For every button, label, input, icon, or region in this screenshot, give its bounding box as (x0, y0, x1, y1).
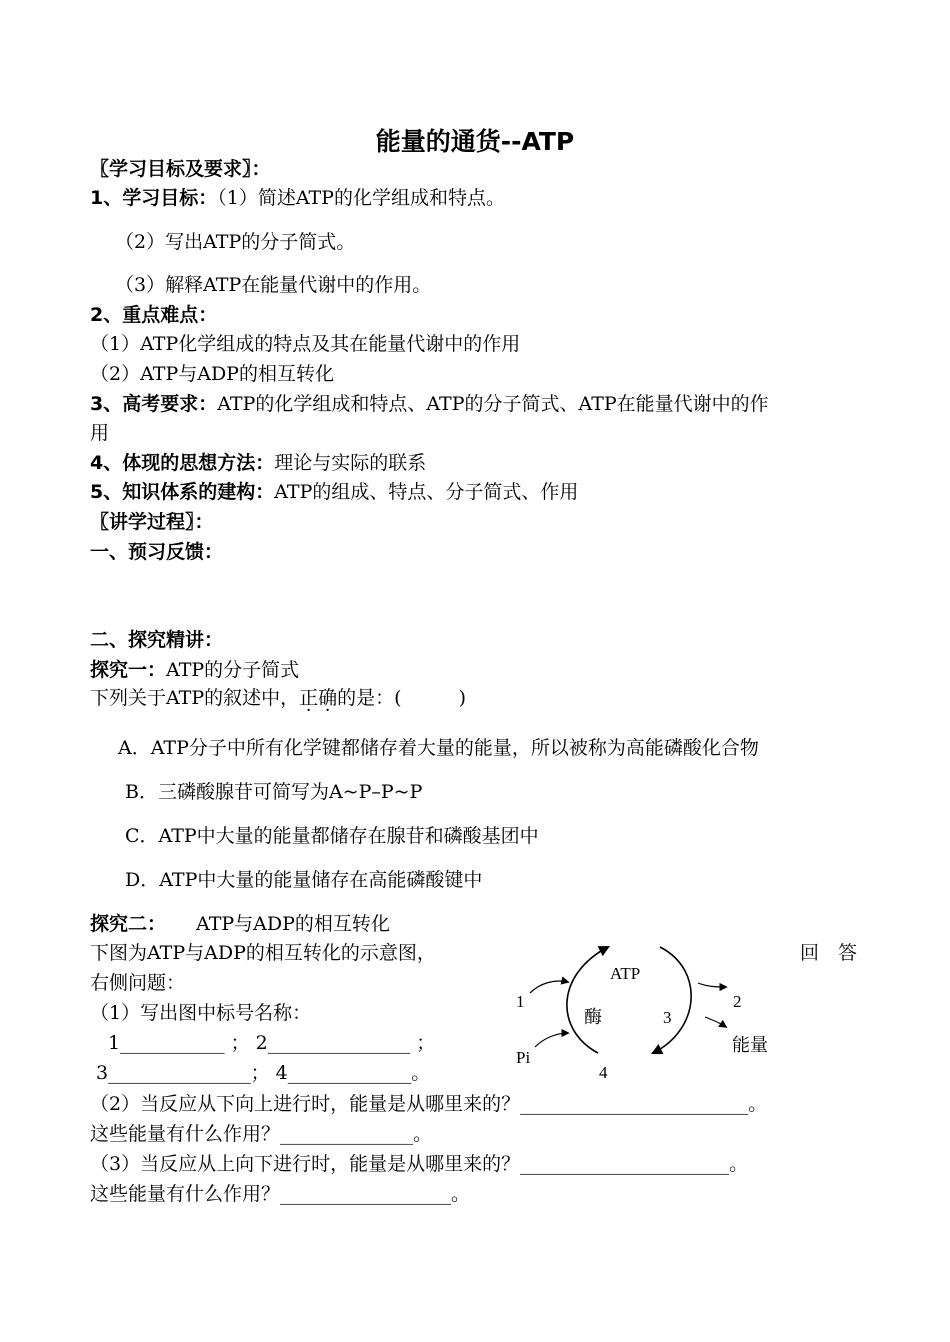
key-item1: （1）ATP化学组成的特点及其在能量代谢中的作用 (90, 333, 521, 355)
exam-text: ATP的化学组成和特点、ATP的分子简式、ATP在能量代谢中的作 (217, 393, 769, 415)
method-label: 4、体现的思想方法： (90, 452, 275, 474)
goal1-label: 1、学习目标： (90, 187, 218, 209)
q2-blank-row2: 3_______________； 4_____________。 (96, 1062, 431, 1084)
left-arc-arrow (567, 947, 608, 1053)
diagram-energy: 能量 (732, 1035, 768, 1055)
q2-sub2b: 这些能量有什么作用？______________。 (90, 1123, 433, 1145)
q2-line1: 下图为ATP与ADP的相互转化的示意图， (90, 942, 436, 964)
input-arrow-pi (535, 1033, 568, 1047)
diagram-label-3: 3 (663, 1008, 672, 1027)
option-a: A．ATP分子中所有化学键都储存着大量的能量，所以被称为高能磷酸化合物 (118, 737, 759, 759)
atp-adp-diagram (500, 935, 800, 1085)
q2-line2: 右侧问题： (90, 972, 186, 994)
diagram-label-2: 2 (733, 992, 742, 1011)
diagram-atp: ATP (610, 964, 641, 983)
q2-sub2: （2）当反应从下向上进行时，能量是从哪里来的？________________________。 (90, 1093, 768, 1115)
key-item2: （2）ATP与ADP的相互转化 (90, 363, 334, 385)
explore2-label: 探究二： (90, 913, 167, 935)
right-arc-arrow (653, 947, 691, 1053)
exam-row (90, 392, 769, 416)
exam-label: 3、高考要求： (90, 393, 218, 415)
q2-line1-right: 回 答 (800, 942, 858, 964)
process-header: 〖讲学过程〗： (90, 511, 214, 533)
method-text: 理论与实际的联系 (274, 452, 427, 474)
q2-blank-row1: 1___________ ； 2_______________ ； (108, 1032, 436, 1054)
q2-sub1: （1）写出图中标号名称： (90, 1002, 312, 1024)
goal1-item1: （1）简述ATP的化学组成和特点。 (217, 187, 505, 209)
output-arrow-energy (705, 1017, 726, 1027)
option-c: C．ATP中大量的能量都储存在腺苷和磷酸基团中 (125, 825, 539, 847)
goal1-item3: （3）解释ATP在能量代谢中的作用。 (115, 274, 432, 296)
input-arrow-1 (530, 981, 568, 993)
explore2-row (90, 912, 390, 936)
diagram-pi: Pi (516, 1048, 531, 1067)
goals-header: 〖学习目标及要求〗： (90, 158, 271, 180)
diagram-label-1: 1 (516, 992, 525, 1011)
system-label: 5、知识体系的建构： (90, 481, 275, 503)
option-d: D．ATP中大量的能量储存在高能磷酸键中 (125, 869, 483, 891)
system-text: ATP的组成、特点、分子简式、作用 (274, 481, 579, 503)
q1-post: 的是：( ) (337, 687, 466, 709)
question1 (90, 686, 466, 710)
system-row (90, 480, 578, 504)
q1-emph-2: 确 (318, 687, 338, 709)
q1-pre: 下列关于ATP的叙述中， (90, 687, 300, 709)
page-title: 能量的通货--ATP (375, 127, 575, 156)
key-label: 2、重点难点： (90, 304, 218, 326)
goal1-row (90, 186, 505, 210)
preview-header: 一、预习反馈： (90, 541, 224, 563)
diagram-enzyme: 酶 (584, 1007, 602, 1027)
explore-header: 二、探究精讲： (90, 629, 224, 651)
exam-text-cont: 用 (90, 422, 110, 444)
output-arrow-2 (698, 983, 726, 987)
explore2-title: ATP与ADP的相互转化 (196, 913, 390, 935)
explore1-row (90, 658, 299, 682)
q2-sub3: （3）当反应从上向下进行时，能量是从哪里来的？______________________。 (90, 1153, 749, 1175)
explore1-title: ATP的分子简式 (166, 659, 300, 681)
diagram-label-4: 4 (599, 1063, 608, 1082)
goal1-item2: （2）写出ATP的分子简式。 (115, 231, 356, 253)
q2-sub3b: 这些能量有什么作用？__________________。 (90, 1183, 471, 1205)
option-b: B．三磷酸腺苷可简写为A~P–P~P (125, 781, 423, 803)
method-row (90, 451, 426, 475)
q1-emph-1: 正 (299, 687, 319, 709)
explore1-label: 探究一： (90, 659, 167, 681)
